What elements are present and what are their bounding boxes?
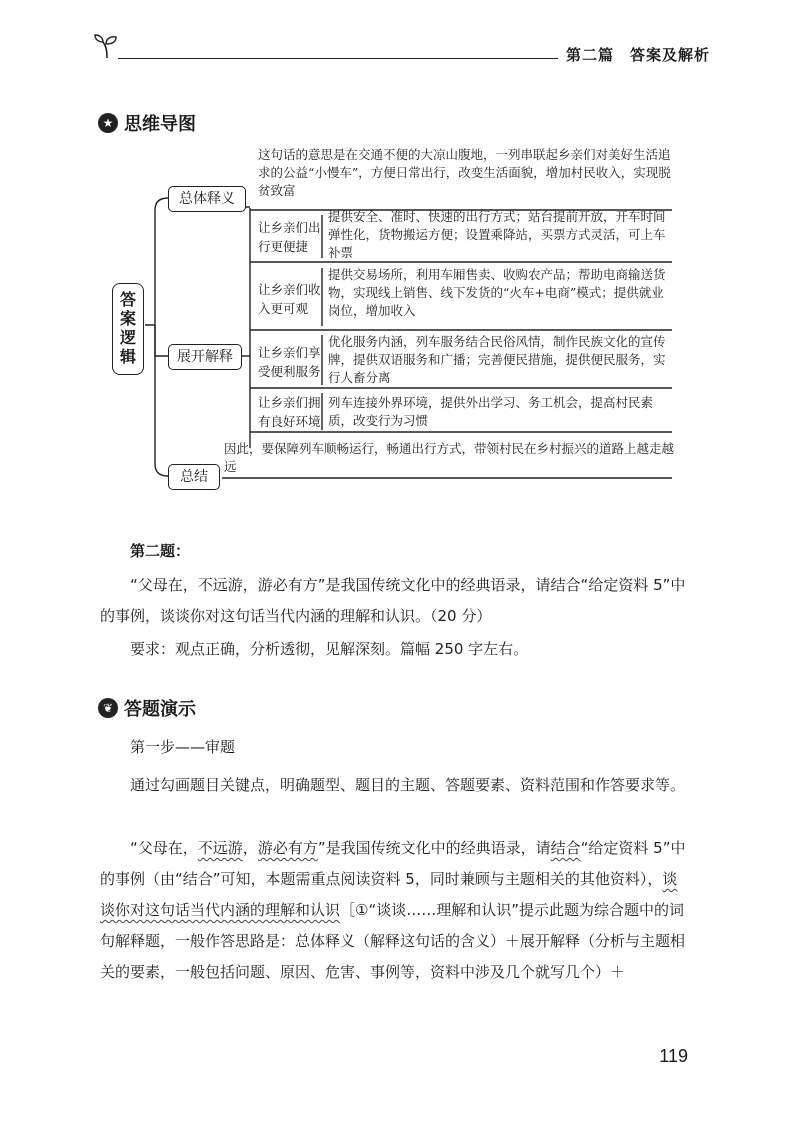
header-section: 第二篇 答案及解析 bbox=[566, 46, 711, 64]
sub-item-3-text: 优化服务内涵，列车服务结合民俗风情，制作民族文化的宣传牌，提供双语服务和广播；完善便民措施，提供便民服务，实行人畜分离 bbox=[328, 334, 666, 385]
para2-keyword-4: 谈谈你对这句话当代内涵的理解和认识 bbox=[100, 870, 678, 919]
sub-item-4-label: 让乡亲们拥有良好环境 bbox=[258, 395, 321, 429]
para2-seg-1: ， bbox=[242, 839, 258, 857]
answer-heading: 答题演示 bbox=[124, 699, 196, 720]
question-requirement: 要求：观点正确，分析透彻，见解深刻。篇幅 250 字左右。 bbox=[130, 640, 529, 658]
para2-seg-3: “给定资料 5”中的事例（由“结合”可知，本题需重点阅读资料 5，同时兼顾与主题相关的其他资料）， bbox=[100, 839, 686, 888]
mindmap-root-label: 答案逻辑 bbox=[119, 290, 136, 366]
para2-keyword-3: 结合 bbox=[550, 839, 581, 857]
step1-title: 第一步——审题 bbox=[130, 738, 236, 756]
sub-item-4-text: 列车连接外界环境，提供外出学习、务工机会，提高村民素质，改变行为习惯 bbox=[328, 395, 654, 428]
star-badge-icon: ★ bbox=[98, 113, 118, 133]
sub-item-1-label: 让乡亲们出行更便捷 bbox=[258, 220, 321, 254]
para2-keyword-2: 游必有方 bbox=[257, 839, 318, 857]
node-expand-label: 展开解释 bbox=[177, 349, 233, 365]
sub-item-2-label: 让乡亲们收入更可观 bbox=[258, 282, 321, 316]
node-summary-text: 因此，要保障列车顺畅运行，畅通出行方式，带领村民在乡村振兴的道路上越走越远 bbox=[224, 441, 675, 474]
para2-seg-4: ［①“谈谈……理解和认识”提示此题为综合题中的词句解释题，一般作答思路是：总体释义（解释这句话的含义）＋展开解释（分析与主题相关的要素，一般包括问题、原因、危害、事例等，资料中涉及几个就写几个）＋ bbox=[100, 901, 686, 981]
mindmap-root bbox=[112, 283, 144, 375]
sprout-badge-icon: ❦ bbox=[98, 698, 118, 718]
step1-para1: 通过勾画题目关键点，明确题型、题目的主题、答题要素、资料范围和作答要求等。 bbox=[130, 776, 686, 794]
mindmap-heading: 思维导图 bbox=[124, 114, 196, 135]
step1-para2 bbox=[100, 833, 692, 988]
question-title: 第二题： bbox=[130, 542, 191, 560]
node-expand bbox=[168, 344, 242, 370]
node-overall-label: 总体释义 bbox=[179, 191, 235, 207]
para2-seg-q1: “父母在， bbox=[130, 839, 198, 857]
page-number: 119 bbox=[659, 1046, 688, 1066]
para2-seg-2: ”是我国传统文化中的经典语录，请 bbox=[317, 839, 551, 857]
sub-item-2-text: 提供交易场所，利用车厢售卖、收购农产品；帮助电商输送货物，实现线上销售、线下发货的“火车+电商”模式；提供就业岗位，增加收入 bbox=[328, 267, 666, 318]
para2-keyword-1: 不远游 bbox=[197, 839, 243, 857]
node-summary bbox=[168, 464, 220, 490]
sub-item-1-text: 提供安全、准时、快速的出行方式；站台提前开放，开车时间弹性化，货物搬运方便；设置乘降站，买票方式灵活，可上车补票 bbox=[328, 209, 666, 260]
sub-item-3-label: 让乡亲们享受便利服务 bbox=[258, 345, 321, 379]
node-summary-label: 总结 bbox=[180, 469, 208, 485]
node-overall bbox=[168, 186, 246, 212]
question-text: “父母在，不远游，游必有方”是我国传统文化中的经典语录，请结合“给定资料 5”中的事例，谈谈你对这句话当代内涵的理解和认识。（20 分） bbox=[100, 576, 686, 625]
node-overall-text: 这句话的意思是在交通不便的大凉山腹地，一列串联起乡亲们对美好生活追求的公益“小慢车”，方便日常出行，改变生活面貌，增加村民收入，实现脱贫致富 bbox=[258, 147, 671, 198]
